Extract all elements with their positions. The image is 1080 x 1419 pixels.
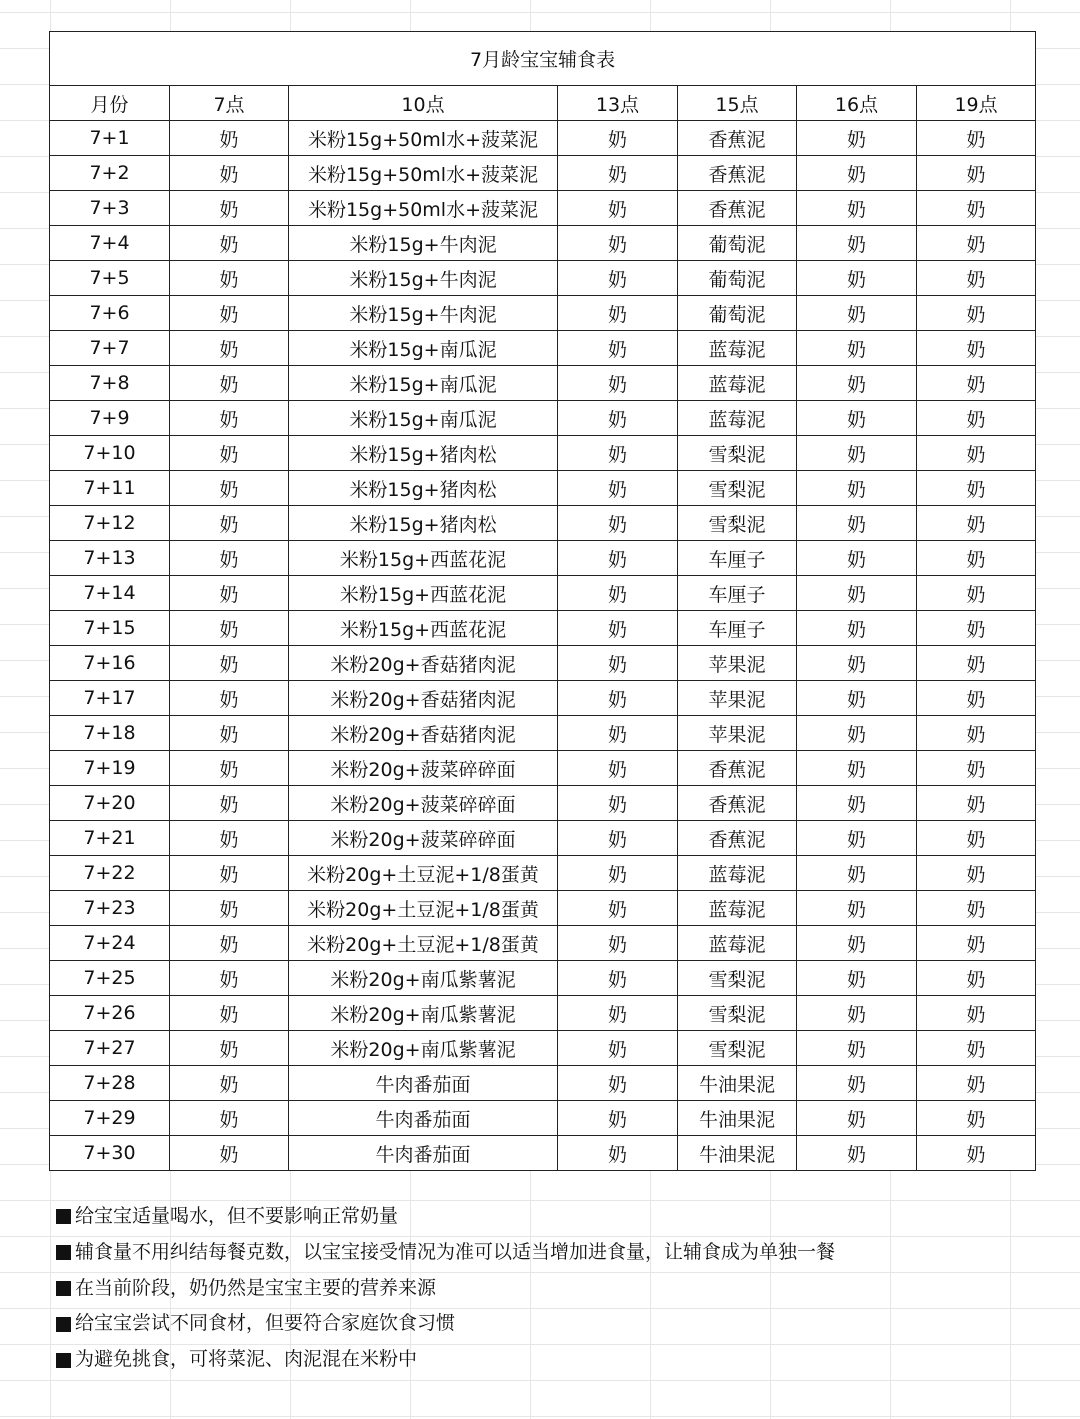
table-row — [50, 226, 1036, 261]
cell-slot-7: 奶 — [170, 506, 289, 541]
note-text: 为避免挑食，可将菜泥、肉泥混在米粉中 — [75, 1348, 418, 1371]
cell-slot-15: 雪梨泥 — [678, 996, 797, 1031]
cell-slot-19: 奶 — [917, 1066, 1036, 1101]
cell-slot-15: 雪梨泥 — [678, 1031, 797, 1066]
cell-slot-15: 雪梨泥 — [678, 471, 797, 506]
cell-month: 7+17 — [50, 681, 170, 716]
cell-slot-19: 奶 — [917, 261, 1036, 296]
cell-slot-19: 奶 — [917, 1031, 1036, 1066]
cell-slot-13: 奶 — [558, 366, 678, 401]
cell-slot-7: 奶 — [170, 576, 289, 611]
cell-slot-10: 米粉20g+南瓜紫薯泥 — [289, 1031, 558, 1066]
cell-slot-13: 奶 — [558, 541, 678, 576]
cell-month: 7+22 — [50, 856, 170, 891]
cell-slot-15: 苹果泥 — [678, 646, 797, 681]
cell-month: 7+3 — [50, 191, 170, 226]
cell-slot-16: 奶 — [797, 366, 917, 401]
cell-slot-10: 米粉15g+西蓝花泥 — [289, 541, 558, 576]
cell-slot-16: 奶 — [797, 156, 917, 191]
table-row — [50, 471, 1036, 506]
cell-slot-19: 奶 — [917, 296, 1036, 331]
cell-slot-10: 米粉20g+南瓜紫薯泥 — [289, 996, 558, 1031]
header-month: 月份 — [50, 86, 170, 121]
header-7am: 7点 — [170, 86, 289, 121]
cell-month: 7+12 — [50, 506, 170, 541]
cell-slot-19: 奶 — [917, 996, 1036, 1031]
feeding-table — [49, 31, 1036, 1171]
cell-slot-13: 奶 — [558, 961, 678, 996]
cell-slot-16: 奶 — [797, 646, 917, 681]
cell-slot-15: 牛油果泥 — [678, 1136, 797, 1171]
cell-slot-16: 奶 — [797, 716, 917, 751]
cell-slot-19: 奶 — [917, 366, 1036, 401]
cell-slot-19: 奶 — [917, 191, 1036, 226]
cell-slot-7: 奶 — [170, 1066, 289, 1101]
cell-slot-7: 奶 — [170, 191, 289, 226]
cell-slot-15: 香蕉泥 — [678, 121, 797, 156]
cell-slot-10: 米粉15g+50ml水+菠菜泥 — [289, 191, 558, 226]
cell-slot-10: 米粉20g+土豆泥+1/8蛋黄 — [289, 891, 558, 926]
header-row — [50, 86, 1036, 121]
cell-slot-10: 米粉20g+香菇猪肉泥 — [289, 716, 558, 751]
header-19pm: 19点 — [917, 86, 1036, 121]
table-row — [50, 401, 1036, 436]
cell-slot-10: 米粉15g+牛肉泥 — [289, 296, 558, 331]
cell-slot-10: 米粉15g+牛肉泥 — [289, 226, 558, 261]
cell-slot-13: 奶 — [558, 751, 678, 786]
table-row — [50, 191, 1036, 226]
cell-slot-13: 奶 — [558, 436, 678, 471]
cell-slot-19: 奶 — [917, 821, 1036, 856]
cell-slot-16: 奶 — [797, 891, 917, 926]
cell-slot-15: 香蕉泥 — [678, 821, 797, 856]
cell-slot-7: 奶 — [170, 611, 289, 646]
cell-slot-13: 奶 — [558, 401, 678, 436]
cell-month: 7+19 — [50, 751, 170, 786]
table-row — [50, 331, 1036, 366]
table-row — [50, 1031, 1036, 1066]
cell-slot-16: 奶 — [797, 331, 917, 366]
cell-slot-19: 奶 — [917, 611, 1036, 646]
cell-month: 7+30 — [50, 1136, 170, 1171]
cell-slot-7: 奶 — [170, 961, 289, 996]
cell-month: 7+28 — [50, 1066, 170, 1101]
table-title: 7月龄宝宝辅食表 — [50, 32, 1036, 86]
cell-slot-13: 奶 — [558, 716, 678, 751]
cell-slot-10: 米粉15g+西蓝花泥 — [289, 611, 558, 646]
cell-slot-16: 奶 — [797, 261, 917, 296]
cell-slot-15: 蓝莓泥 — [678, 926, 797, 961]
cell-slot-10: 米粉20g+南瓜紫薯泥 — [289, 961, 558, 996]
cell-slot-16: 奶 — [797, 681, 917, 716]
cell-slot-19: 奶 — [917, 121, 1036, 156]
cell-slot-19: 奶 — [917, 1136, 1036, 1171]
cell-slot-15: 蓝莓泥 — [678, 366, 797, 401]
cell-slot-19: 奶 — [917, 716, 1036, 751]
cell-slot-15: 蓝莓泥 — [678, 856, 797, 891]
header-10am: 10点 — [289, 86, 558, 121]
cell-slot-13: 奶 — [558, 506, 678, 541]
cell-month: 7+5 — [50, 261, 170, 296]
table-row — [50, 681, 1036, 716]
note-item — [56, 1342, 1056, 1378]
table-row — [50, 961, 1036, 996]
cell-slot-7: 奶 — [170, 401, 289, 436]
cell-month: 7+15 — [50, 611, 170, 646]
cell-slot-7: 奶 — [170, 716, 289, 751]
cell-slot-10: 米粉15g+南瓜泥 — [289, 401, 558, 436]
cell-slot-16: 奶 — [797, 1066, 917, 1101]
cell-slot-16: 奶 — [797, 786, 917, 821]
cell-slot-13: 奶 — [558, 681, 678, 716]
cell-slot-19: 奶 — [917, 926, 1036, 961]
cell-month: 7+29 — [50, 1101, 170, 1136]
cell-slot-13: 奶 — [558, 226, 678, 261]
cell-slot-19: 奶 — [917, 576, 1036, 611]
cell-month: 7+26 — [50, 996, 170, 1031]
table-row — [50, 366, 1036, 401]
cell-month: 7+10 — [50, 436, 170, 471]
cell-slot-16: 奶 — [797, 191, 917, 226]
note-item — [56, 1199, 1056, 1235]
cell-slot-16: 奶 — [797, 471, 917, 506]
cell-slot-16: 奶 — [797, 856, 917, 891]
cell-month: 7+6 — [50, 296, 170, 331]
cell-slot-13: 奶 — [558, 191, 678, 226]
bullet-square-icon — [56, 1317, 71, 1332]
cell-slot-7: 奶 — [170, 996, 289, 1031]
table-row — [50, 506, 1036, 541]
bullet-square-icon — [56, 1245, 71, 1260]
cell-slot-7: 奶 — [170, 821, 289, 856]
header-16pm: 16点 — [797, 86, 917, 121]
cell-month: 7+2 — [50, 156, 170, 191]
cell-slot-7: 奶 — [170, 296, 289, 331]
table-row — [50, 751, 1036, 786]
cell-slot-7: 奶 — [170, 331, 289, 366]
table-row — [50, 261, 1036, 296]
cell-slot-10: 牛肉番茄面 — [289, 1066, 558, 1101]
cell-slot-16: 奶 — [797, 506, 917, 541]
cell-slot-15: 蓝莓泥 — [678, 891, 797, 926]
cell-slot-16: 奶 — [797, 121, 917, 156]
cell-slot-7: 奶 — [170, 926, 289, 961]
cell-slot-19: 奶 — [917, 856, 1036, 891]
bullet-square-icon — [56, 1353, 71, 1368]
cell-slot-19: 奶 — [917, 331, 1036, 366]
cell-slot-16: 奶 — [797, 1031, 917, 1066]
cell-slot-7: 奶 — [170, 646, 289, 681]
cell-slot-19: 奶 — [917, 961, 1036, 996]
cell-slot-7: 奶 — [170, 1031, 289, 1066]
cell-month: 7+11 — [50, 471, 170, 506]
cell-slot-7: 奶 — [170, 261, 289, 296]
table-row — [50, 716, 1036, 751]
cell-month: 7+7 — [50, 331, 170, 366]
cell-month: 7+21 — [50, 821, 170, 856]
cell-slot-15: 香蕉泥 — [678, 156, 797, 191]
cell-slot-10: 米粉15g+猪肉松 — [289, 436, 558, 471]
cell-slot-10: 米粉20g+香菇猪肉泥 — [289, 646, 558, 681]
cell-slot-15: 葡萄泥 — [678, 261, 797, 296]
cell-slot-16: 奶 — [797, 296, 917, 331]
table-row — [50, 1101, 1036, 1136]
cell-slot-15: 香蕉泥 — [678, 786, 797, 821]
cell-slot-13: 奶 — [558, 1136, 678, 1171]
cell-slot-10: 米粉15g+牛肉泥 — [289, 261, 558, 296]
cell-slot-15: 葡萄泥 — [678, 226, 797, 261]
cell-slot-15: 蓝莓泥 — [678, 331, 797, 366]
table-row — [50, 296, 1036, 331]
cell-slot-10: 米粉15g+猪肉松 — [289, 506, 558, 541]
table-row — [50, 891, 1036, 926]
table-body — [50, 121, 1036, 1171]
cell-slot-7: 奶 — [170, 121, 289, 156]
cell-slot-10: 牛肉番茄面 — [289, 1136, 558, 1171]
cell-slot-15: 车厘子 — [678, 611, 797, 646]
cell-slot-10: 米粉20g+香菇猪肉泥 — [289, 681, 558, 716]
cell-slot-19: 奶 — [917, 891, 1036, 926]
cell-month: 7+25 — [50, 961, 170, 996]
cell-month: 7+13 — [50, 541, 170, 576]
cell-month: 7+14 — [50, 576, 170, 611]
table-row — [50, 856, 1036, 891]
cell-slot-7: 奶 — [170, 1136, 289, 1171]
cell-slot-13: 奶 — [558, 1066, 678, 1101]
table-row — [50, 1136, 1036, 1171]
table-row — [50, 576, 1036, 611]
note-item — [56, 1271, 1056, 1307]
cell-slot-19: 奶 — [917, 226, 1036, 261]
cell-slot-19: 奶 — [917, 541, 1036, 576]
cell-slot-16: 奶 — [797, 926, 917, 961]
cell-slot-7: 奶 — [170, 786, 289, 821]
cell-slot-10: 米粉20g+土豆泥+1/8蛋黄 — [289, 856, 558, 891]
cell-slot-19: 奶 — [917, 471, 1036, 506]
cell-slot-10: 米粉20g+菠菜碎碎面 — [289, 786, 558, 821]
cell-slot-7: 奶 — [170, 541, 289, 576]
cell-month: 7+27 — [50, 1031, 170, 1066]
cell-slot-13: 奶 — [558, 611, 678, 646]
cell-slot-13: 奶 — [558, 576, 678, 611]
header-13pm: 13点 — [558, 86, 678, 121]
cell-slot-7: 奶 — [170, 226, 289, 261]
cell-slot-13: 奶 — [558, 856, 678, 891]
cell-slot-13: 奶 — [558, 646, 678, 681]
cell-slot-7: 奶 — [170, 156, 289, 191]
cell-slot-16: 奶 — [797, 821, 917, 856]
cell-slot-16: 奶 — [797, 436, 917, 471]
cell-slot-13: 奶 — [558, 1101, 678, 1136]
note-item — [56, 1235, 1056, 1271]
cell-slot-15: 蓝莓泥 — [678, 401, 797, 436]
cell-slot-7: 奶 — [170, 471, 289, 506]
cell-month: 7+1 — [50, 121, 170, 156]
cell-slot-13: 奶 — [558, 996, 678, 1031]
cell-slot-10: 米粉15g+南瓜泥 — [289, 366, 558, 401]
cell-slot-13: 奶 — [558, 331, 678, 366]
cell-slot-16: 奶 — [797, 996, 917, 1031]
cell-slot-10: 米粉15g+猪肉松 — [289, 471, 558, 506]
cell-slot-15: 苹果泥 — [678, 681, 797, 716]
cell-slot-16: 奶 — [797, 401, 917, 436]
cell-slot-16: 奶 — [797, 751, 917, 786]
notes-list — [56, 1199, 1056, 1378]
cell-slot-19: 奶 — [917, 1101, 1036, 1136]
cell-slot-19: 奶 — [917, 751, 1036, 786]
cell-slot-15: 车厘子 — [678, 576, 797, 611]
cell-month: 7+23 — [50, 891, 170, 926]
cell-slot-15: 葡萄泥 — [678, 296, 797, 331]
cell-slot-19: 奶 — [917, 786, 1036, 821]
cell-slot-7: 奶 — [170, 1101, 289, 1136]
table-row — [50, 646, 1036, 681]
cell-slot-16: 奶 — [797, 611, 917, 646]
cell-slot-19: 奶 — [917, 506, 1036, 541]
cell-slot-13: 奶 — [558, 261, 678, 296]
cell-slot-15: 雪梨泥 — [678, 436, 797, 471]
cell-slot-13: 奶 — [558, 926, 678, 961]
cell-slot-15: 香蕉泥 — [678, 751, 797, 786]
note-item — [56, 1306, 1056, 1342]
note-text: 给宝宝尝试不同食材，但要符合家庭饮食习惯 — [75, 1312, 456, 1335]
note-text: 辅食量不用纠结每餐克数，以宝宝接受情况为准可以适当增加进食量，让辅食成为单独一餐 — [75, 1240, 836, 1263]
cell-slot-13: 奶 — [558, 121, 678, 156]
cell-slot-16: 奶 — [797, 576, 917, 611]
cell-month: 7+4 — [50, 226, 170, 261]
cell-slot-15: 香蕉泥 — [678, 191, 797, 226]
cell-slot-10: 牛肉番茄面 — [289, 1101, 558, 1136]
cell-month: 7+9 — [50, 401, 170, 436]
cell-slot-10: 米粉15g+50ml水+菠菜泥 — [289, 156, 558, 191]
cell-month: 7+16 — [50, 646, 170, 681]
cell-slot-10: 米粉20g+土豆泥+1/8蛋黄 — [289, 926, 558, 961]
cell-slot-7: 奶 — [170, 751, 289, 786]
cell-slot-19: 奶 — [917, 401, 1036, 436]
table-row — [50, 611, 1036, 646]
bullet-square-icon — [56, 1209, 71, 1224]
cell-month: 7+8 — [50, 366, 170, 401]
cell-month: 7+20 — [50, 786, 170, 821]
header-15pm: 15点 — [678, 86, 797, 121]
bullet-square-icon — [56, 1281, 71, 1296]
cell-slot-13: 奶 — [558, 156, 678, 191]
cell-slot-7: 奶 — [170, 366, 289, 401]
table-row — [50, 156, 1036, 191]
table-row — [50, 121, 1036, 156]
table-row — [50, 436, 1036, 471]
cell-slot-19: 奶 — [917, 436, 1036, 471]
table-row — [50, 926, 1036, 961]
cell-slot-16: 奶 — [797, 961, 917, 996]
cell-slot-13: 奶 — [558, 821, 678, 856]
cell-slot-15: 车厘子 — [678, 541, 797, 576]
cell-slot-15: 雪梨泥 — [678, 506, 797, 541]
cell-slot-7: 奶 — [170, 856, 289, 891]
cell-slot-10: 米粉20g+菠菜碎碎面 — [289, 821, 558, 856]
cell-slot-10: 米粉15g+西蓝花泥 — [289, 576, 558, 611]
cell-slot-15: 雪梨泥 — [678, 961, 797, 996]
cell-slot-10: 米粉15g+南瓜泥 — [289, 331, 558, 366]
cell-slot-7: 奶 — [170, 891, 289, 926]
cell-slot-15: 牛油果泥 — [678, 1101, 797, 1136]
table-row — [50, 786, 1036, 821]
cell-slot-13: 奶 — [558, 1031, 678, 1066]
table-row — [50, 821, 1036, 856]
table-row — [50, 541, 1036, 576]
cell-slot-19: 奶 — [917, 646, 1036, 681]
cell-month: 7+18 — [50, 716, 170, 751]
cell-slot-19: 奶 — [917, 681, 1036, 716]
cell-slot-16: 奶 — [797, 1136, 917, 1171]
table-row — [50, 1066, 1036, 1101]
note-text: 在当前阶段，奶仍然是宝宝主要的营养来源 — [75, 1276, 437, 1299]
cell-slot-16: 奶 — [797, 226, 917, 261]
cell-slot-10: 米粉15g+50ml水+菠菜泥 — [289, 121, 558, 156]
cell-slot-19: 奶 — [917, 156, 1036, 191]
cell-slot-13: 奶 — [558, 891, 678, 926]
cell-slot-13: 奶 — [558, 296, 678, 331]
note-text: 给宝宝适量喝水，但不要影响正常奶量 — [75, 1205, 399, 1227]
cell-slot-15: 苹果泥 — [678, 716, 797, 751]
cell-slot-16: 奶 — [797, 541, 917, 576]
cell-month: 7+24 — [50, 926, 170, 961]
cell-slot-7: 奶 — [170, 436, 289, 471]
cell-slot-7: 奶 — [170, 681, 289, 716]
cell-slot-13: 奶 — [558, 471, 678, 506]
table-row — [50, 996, 1036, 1031]
cell-slot-15: 牛油果泥 — [678, 1066, 797, 1101]
cell-slot-10: 米粉20g+菠菜碎碎面 — [289, 751, 558, 786]
cell-slot-16: 奶 — [797, 1101, 917, 1136]
cell-slot-13: 奶 — [558, 786, 678, 821]
